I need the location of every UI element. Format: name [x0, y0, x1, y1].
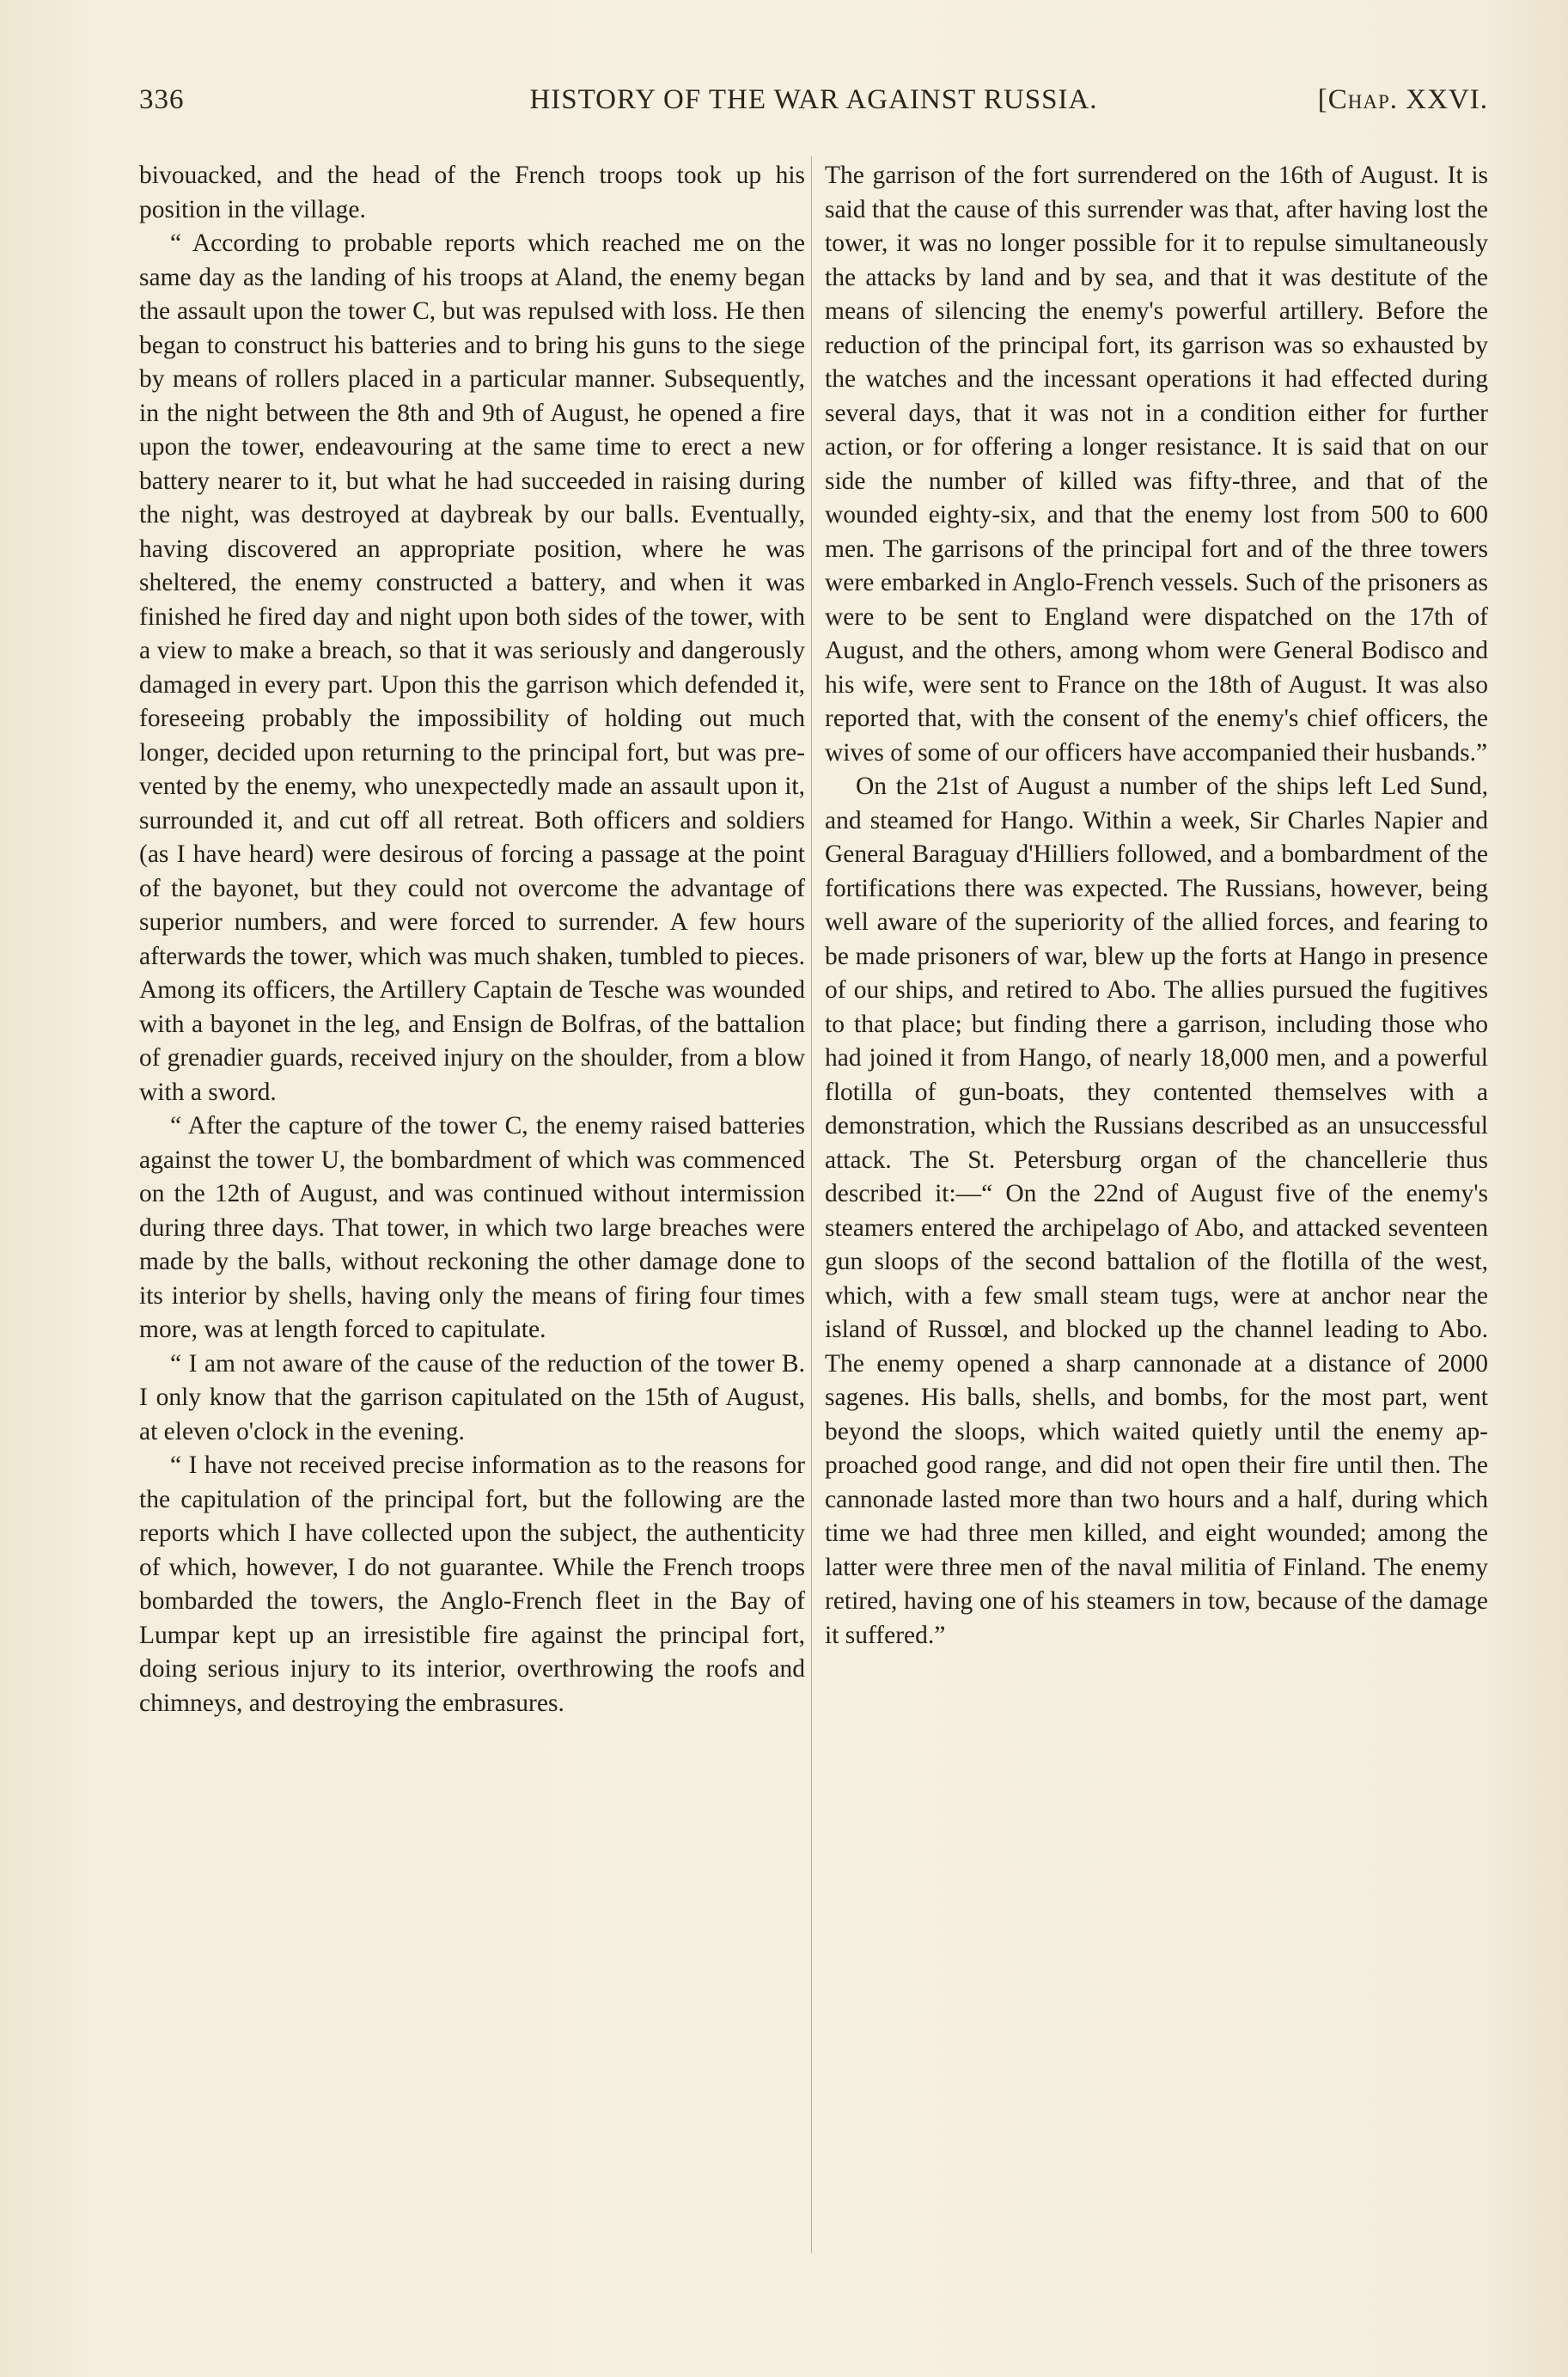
right-column: [825, 159, 1488, 1653]
column-divider: [811, 156, 812, 2253]
paragraph: “ I am not aware of the cause of the reduction of the tower B. I only know that the garrison capitulated on the 15th of August, at eleven o'clock in the evening.: [139, 1349, 805, 1445]
chapter-label: [Chap. XXVI.: [1317, 84, 1488, 115]
paragraph: “ After the capture of the tower C, the enemy raised batteries against the tower U, the bombardment of which was commenced on the 12th of August, and was continued without intermission during three days. That tower, in which two large breaches were made by the balls, without reckoning the other damage done to its interior by shells, having only the means of firing four times more, was at length forced to capitulate.: [139, 1112, 805, 1343]
running-header: [139, 84, 1488, 127]
paragraph: On the 21st of August a number of the ships left Led Sund, and steamed for Hango. Within a week, Sir Charles Napier and General Baraguay d'Hilliers followed, and a bombardment of the fortifications there was expected. The Russians, however, being well aware of the superiority of the allied forces, and fearing to be made prisoners of war, blew up the forts at Hango in presence of our ships, and retired to Abo. The allies pursued the fugitives to that place; but finding there a garrison, including those who had joined it from Hango, of nearly 18,000 men, and a powerful flotilla of gun-boats, they contented themselves with a demonstration, which the Russians described as an unsuccessful attack. The St. Petersburg organ of the chancellerie thus described it:—“ On the 22nd of August five of the enemy's steamers entered the archipelago of Abo, and attacked seventeen gun sloops of the second battalion of the flotilla of the west, which, with a few small steam tugs, were at anchor near the island of Russœl, and blocked up the channel leading to Abo. The enemy opened a sharp cannonade at a distance of 2000 sagenes. His balls, shells, and bombs, for the most part, went beyond the sloops, which waited quietly until the enemy approached good range, and did not open their fire until then. The cannonade lasted more than two hours and a half, during which time we had three men killed, and eight wounded; among the latter were three men of the naval militia of Finland. The enemy retired, having one of his steamers in tow, because of the damage it suffered.”: [825, 773, 1488, 1649]
page-number: 336: [139, 84, 185, 115]
paragraph: bivouacked, and the head of the French troops took up his position in the village.: [139, 162, 805, 223]
left-column: [139, 159, 805, 1720]
paragraph: “ According to probable reports which reached me on the same day as the landing of his troops at Aland, the enemy began the assault upon the tower C, but was repulsed with loss. He then began to construct his batteries and to bring his guns to the siege by means of rollers placed in a particular manner. Subsequently, in the night between the 8th and 9th of August, he opened a fire upon the tower, endeavouring at the same time to erect a new battery nearer to it, but what he had succeeded in raising during the night, was destroyed at daybreak by our balls. Eventually, having discovered an appropriate position, where he was sheltered, the enemy constructed a battery, and when it was finished he fired day and night upon both sides of the tower, with a view to make a breach, so that it was seriously and dangerously damaged in every part. Upon this the garrison which defended it, foreseeing probably the impossibility of holding out much longer, decided upon returning to the principal fort, but was prevented by the enemy, who unexpectedly made an assault upon it, surrounded it, and cut off all retreat. Both officers and soldiers (as I have heard) were desirous of forcing a passage at the point of the bayonet, but they could not overcome the advantage of superior numbers, and were forced to surrender. A few hours afterwards the tower, which was much shaken, tumbled to pieces. Among its officers, the Artillery Captain de Tesche was wounded with a bayonet in the leg, and Ensign de Bolfras, of the battalion of grenadier guards, received injury on the shoulder, from a blow with a sword.: [139, 229, 805, 1106]
running-title: HISTORY OF THE WAR AGAINST RUSSIA.: [529, 84, 1098, 115]
paragraph: “ I have not received precise information as to the reasons for the capitulation of the principal fort, but the following are the reports which I have collected upon the subject, the authenticity of which, however, I do not guarantee. While the French troops bombarded the towers, the Anglo-French fleet in the Bay of Lumpar kept up an irresistible fire against the principal fort, doing serious injury to its interior, overthrowing the roofs and chimneys, and destroying the embrasures.: [139, 1451, 805, 1717]
paragraph: The garrison of the fort surrendered on the 16th of August. It is said that the cause of this surrender was that, after having lost the tower, it was no longer possible for it to repulse simultaneously the attacks by land and by sea, and that it was destitute of the means of silencing the enemy's powerful artillery. Before the reduction of the principal fort, its garrison was so exhausted by the watches and the incessant operations it had effected during several days, that it was not in a condition either for further action, or for offering a longer resistance. It is said that on our side the number of killed was fifty-three, and that of the wounded eighty-six, and that the enemy lost from 500 to 600 men. The garrisons of the principal fort and of the three towers were embarked in Anglo-French vessels. Such of the prisoners as were to be sent to England were dispatched on the 17th of August, and the others, among whom were General Bodisco and his wife, were sent to France on the 18th of August. It was also reported that, with the consent of the enemy's chief officers, the wives of some of our officers have accompanied their husbands.”: [825, 162, 1488, 767]
